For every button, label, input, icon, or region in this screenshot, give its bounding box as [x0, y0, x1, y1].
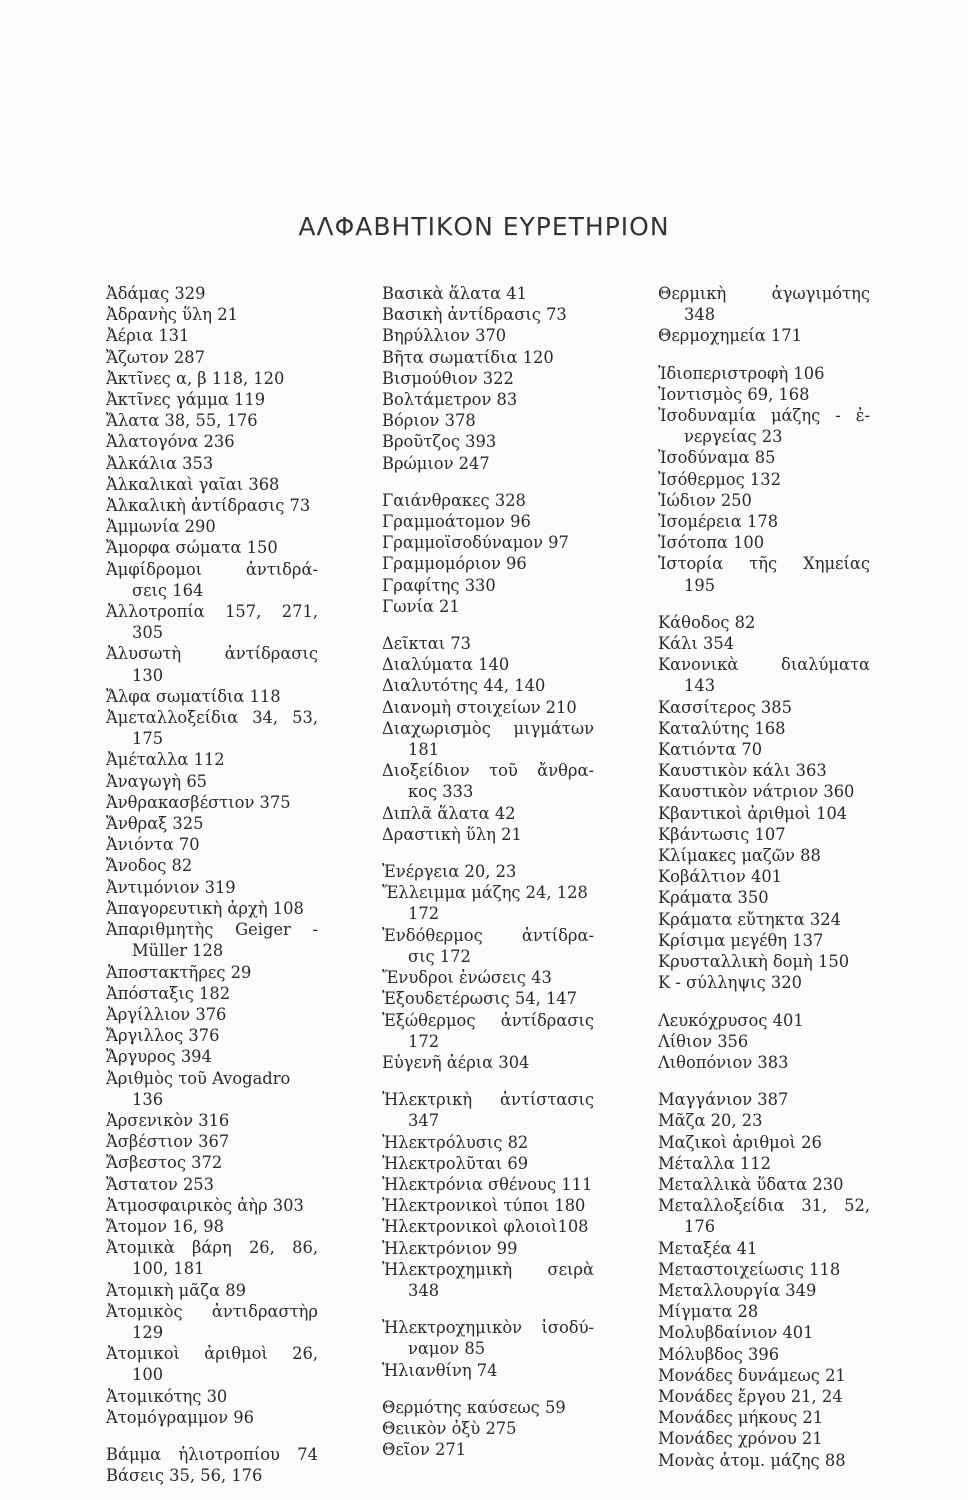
index-entry: Ἀπαριθμητὴς Geiger - — [106, 920, 318, 940]
index-entry: Ἠλεκτροχημικὴ σειρὰ — [382, 1259, 594, 1279]
index-entry: Ἀπόσταξις 182 — [106, 983, 231, 1003]
index-entry: Μονάδες δυνάμεως 21 — [658, 1365, 846, 1385]
index-entry: Ἀρσενικὸν 316 — [106, 1110, 230, 1130]
index-entry: Μολυβδαίνιον 401 — [658, 1323, 814, 1343]
index-entry: Γραμμοϊσοδύναμον 97 — [382, 533, 569, 553]
index-entry: Διαλυτότης 44, 140 — [382, 676, 546, 696]
index-entry: Ἄτομον 16, 98 — [106, 1216, 224, 1236]
index-entry: Ἀριθμὸς τοῦ Avogadro — [106, 1068, 291, 1088]
index-entry: Βασικὴ ἀντίδρασις 73 — [382, 305, 567, 325]
index-entry: Λιθοπόνιον 383 — [658, 1052, 789, 1072]
index-entry: Ἀντιμόνιον 319 — [106, 877, 236, 897]
index-entry-continuation: ναμον 85 — [408, 1339, 486, 1359]
index-entry: Ἠλεκτρικὴ ἀντίστασις — [382, 1090, 594, 1110]
index-entry-continuation: 348 — [408, 1280, 440, 1300]
index-entry: Ἰσόθερμος 132 — [658, 469, 781, 489]
index-entry: Ἠλεκτρόλυσις 82 — [382, 1132, 529, 1152]
index-entry: Βῆτα σωματίδια 120 — [382, 347, 554, 367]
index-entry: Ἐνδόθερμος ἀντίδρα- — [382, 925, 594, 945]
index-entry: Ἄλφα σωματίδια 118 — [106, 686, 281, 706]
index-entry-continuation: σεις 164 — [132, 580, 204, 600]
index-entry: Ἰδιοπεριστροφὴ 106 — [658, 363, 825, 383]
index-entry: Ἀπαγορευτικὴ ἀρχὴ 108 — [106, 898, 304, 918]
index-entry: Μεταξέα 41 — [658, 1238, 758, 1258]
index-entry: Ἰσότοπα 100 — [658, 533, 765, 553]
index-entry: Διοξείδιον τοῦ ἄνθρα- — [382, 761, 594, 781]
index-entry: Μονάδες χρόνου 21 — [658, 1429, 823, 1449]
index-entry: Εὐγενῆ ἀέρια 304 — [382, 1052, 530, 1072]
index-entry: Ἠλεκτροχημικὸν ἰσοδύ- — [382, 1318, 594, 1338]
index-entry: Ἠλεκτρολῦται 69 — [382, 1153, 529, 1173]
index-entry: Μονάδες ἔργου 21, 24 — [658, 1386, 843, 1406]
index-entry: Μεταλλικὰ ὕδατα 230 — [658, 1174, 844, 1194]
index-entry: Καταλύτης 168 — [658, 718, 786, 738]
index-entry: Ἰώδιον 250 — [658, 490, 752, 510]
index-column-2 — [382, 283, 594, 1460]
index-entry: Κάλι 354 — [658, 634, 735, 654]
index-entry: Κάθοδος 82 — [658, 612, 756, 632]
index-entry: Βισμούθιον 322 — [382, 368, 514, 388]
index-entry-continuation: 181 — [408, 740, 440, 760]
index-entry: Κατιόντα 70 — [658, 740, 763, 760]
index-entry: Ἐξουδετέρωσις 54, 147 — [382, 989, 578, 1009]
index-entry: Ἀτμοσφαιρικὸς ἀὴρ 303 — [106, 1195, 304, 1215]
index-entry: Ἀμέταλλα 112 — [106, 750, 225, 770]
index-entry: Διανομὴ στοιχείων 210 — [382, 697, 577, 717]
index-entry: Ἀνθρακασβέστιον 375 — [106, 792, 291, 812]
index-entry: Γραμμοάτομον 96 — [382, 512, 531, 532]
index-entry: Θερμοχημεία 171 — [658, 326, 803, 346]
index-entry: Ἱστορία τῆς Χημείας — [658, 554, 870, 574]
index-entry: Ἀλατογόνα 236 — [106, 432, 235, 452]
page-title: ΑΛΦΑΒΗΤΙΚΟΝ ΕΥΡΕΤΗΡΙΟΝ — [298, 212, 670, 241]
index-entry-continuation: σις 172 — [408, 946, 471, 966]
index-entry: Ἀτομόγραμμον 96 — [106, 1407, 255, 1427]
index-entry: Ἀτομικοὶ ἀριθμοὶ 26, — [106, 1344, 318, 1364]
index-entry: Δεῖκται 73 — [382, 634, 472, 654]
index-entry: Βόριον 378 — [382, 411, 476, 431]
index-entry: Βρώμιον 247 — [382, 453, 490, 473]
index-entry: Βροῦτζος 393 — [382, 432, 497, 452]
index-entry: Βάσεις 35, 56, 176 — [106, 1466, 263, 1486]
index-entry: Ἀλλοτροπία 157, 271, — [106, 602, 318, 622]
index-entry: Ἀκτῖνες γάμμα 119 — [106, 390, 266, 410]
index-entry: Θειικὸν ὀξὺ 275 — [382, 1418, 517, 1438]
index-column-3 — [658, 283, 870, 1471]
index-entry: Κρυσταλλικὴ δομὴ 150 — [658, 952, 850, 972]
index-entry: Καυστικὸν κάλι 363 — [658, 761, 827, 781]
index-entry: Μεταλλουργία 349 — [658, 1280, 817, 1300]
index-entry-continuation: 172 — [408, 904, 440, 924]
index-entry-continuation: 195 — [684, 575, 716, 595]
index-entry: Διαχωρισμὸς μιγμάτων — [382, 718, 594, 738]
index-entry: Ἰσομέρεια 178 — [658, 512, 779, 532]
index-entry: Θερμότης καύσεως 59 — [382, 1397, 566, 1417]
index-entry: Ἄλατα 38, 55, 176 — [106, 411, 258, 431]
index-entry: Κράματα 350 — [658, 888, 769, 908]
index-entry: Μαγγάνιον 387 — [658, 1090, 789, 1110]
index-entry: Ἀναγωγὴ 65 — [106, 771, 208, 791]
index-entry-continuation: 175 — [132, 729, 164, 749]
index-entry: Κασσίτερος 385 — [658, 697, 792, 717]
index-entry: Κανονικὰ διαλύματα — [658, 655, 870, 675]
index-entry: Θερμικὴ ἀγωγιμότης — [658, 284, 870, 303]
index-entry: Μονὰς ἀτομ. μάζης 88 — [658, 1450, 846, 1470]
index-entry: Γωνία 21 — [382, 596, 460, 616]
index-entry: Ἀδρανὴς ὕλη 21 — [106, 305, 238, 325]
index-entry: Ἄργυρος 394 — [106, 1047, 212, 1067]
index-entry-continuation: 143 — [684, 676, 716, 696]
index-entry-continuation: 129 — [132, 1322, 164, 1342]
index-entry: Ἀμμωνία 290 — [106, 517, 216, 537]
index-entry: Ἀτομικότης 30 — [106, 1386, 228, 1406]
index-entry: Ἀτομικὸς ἀντιδραστὴρ — [106, 1301, 318, 1321]
index-entry: Γαιάνθρακες 328 — [382, 490, 526, 510]
index-entry: Ἀργίλλιον 376 — [106, 1004, 227, 1024]
index-entry: Ἀλκαλικαὶ γαῖαι 368 — [106, 474, 280, 494]
index-entry: Διαλύματα 140 — [382, 655, 510, 675]
index-entry: Ἀλυσωτὴ ἀντίδρασις — [106, 644, 318, 664]
index-entry: Ἄργιλλος 376 — [106, 1026, 220, 1046]
index-entry: Κλίμακες μαζῶν 88 — [658, 846, 821, 866]
index-entry: Μεταλλοξείδια 31, 52, — [658, 1196, 870, 1216]
index-entry: Ἀλκαλικὴ ἀντίδρασις 73 — [106, 496, 311, 516]
index-entry: Ἰσοδυναμία μάζης - ἐ- — [658, 406, 870, 426]
index-entry-continuation: 100, 181 — [132, 1259, 205, 1279]
index-entry: Διπλᾶ ἅλατα 42 — [382, 803, 516, 823]
index-entry: Ἠλεκτρονικοὶ φλοιοὶ108 — [382, 1217, 589, 1237]
index-entry: Γραμμομόριον 96 — [382, 554, 527, 574]
index-entry: Μίγματα 28 — [658, 1302, 759, 1322]
index-entry: Βολτάμετρον 83 — [382, 390, 518, 410]
index-entry: Θεῖον 271 — [382, 1440, 467, 1460]
index-entry-continuation: 176 — [684, 1217, 716, 1237]
index-entry: Μόλυβδος 396 — [658, 1344, 780, 1364]
index-entry: Ἔλλειμμα μάζης 24, 128 — [382, 883, 588, 903]
index-entry: Μαζικοὶ ἀριθμοὶ 26 — [658, 1132, 822, 1152]
index-entry: Ἰσοδύναμα 85 — [658, 448, 776, 468]
index-entry: Ἀκτῖνες α, β 118, 120 — [106, 368, 285, 388]
index-entry: Ἠλεκτρονικοὶ τύποι 180 — [382, 1196, 586, 1216]
index-entry-continuation: 347 — [408, 1111, 440, 1131]
index-entry: Ἐξώθερμος ἀντίδρασις — [382, 1010, 594, 1030]
index-entry: Ἄζωτον 287 — [106, 347, 206, 367]
index-entry: Λευκόχρυσος 401 — [658, 1010, 804, 1030]
index-entry: Κρίσιμα μεγέθη 137 — [658, 930, 824, 950]
index-entry: Λίθιον 356 — [658, 1031, 749, 1051]
index-entry: Ἐνέργεια 20, 23 — [382, 862, 517, 882]
index-entry: Ἰοντισμὸς 69, 168 — [658, 384, 810, 404]
index-entry: Κβάντωσις 107 — [658, 824, 786, 844]
index-entry: Ἄμορφα σώματα 150 — [106, 538, 278, 558]
index-entry: Ἀμεταλλοξείδια 34, 53, — [106, 708, 318, 728]
index-entry-continuation: 130 — [132, 665, 164, 685]
index-entry: Ἄσβεστος 372 — [106, 1153, 223, 1173]
index-entry: Κράματα εὔτηκτα 324 — [658, 909, 842, 929]
index-entry-continuation: 172 — [408, 1031, 440, 1051]
index-entry: Βάμμα ἡλιοτροπίου 74 — [106, 1444, 318, 1464]
index-entry-continuation: 305 — [132, 623, 164, 643]
index-entry: Γραφίτης 330 — [382, 575, 496, 595]
index-entry: Κοβάλτιον 401 — [658, 867, 783, 887]
index-entry-continuation: 348 — [684, 305, 716, 325]
index-entry: Ἀέρια 131 — [106, 326, 190, 346]
index-entry-continuation: κος 333 — [408, 782, 474, 802]
index-entry-continuation: Müller 128 — [132, 941, 224, 961]
index-entry: Δραστικὴ ὕλη 21 — [382, 824, 522, 844]
index-entry: Μέταλλα 112 — [658, 1153, 771, 1173]
index-entry: Ἄνοδος 82 — [106, 856, 193, 876]
index-entry: Μεταστοιχείωσις 118 — [658, 1259, 841, 1279]
index-entry-continuation: 100 — [132, 1365, 164, 1385]
index-entry: Ἀδάμας 329 — [106, 284, 206, 303]
index-entry: Μᾶζα 20, 23 — [658, 1111, 763, 1131]
index-entry: Ἄστατον 253 — [106, 1174, 215, 1194]
index-entry: Ἠλεκτρόνιον 99 — [382, 1238, 518, 1258]
index-entry: Μονάδες μήκους 21 — [658, 1408, 824, 1428]
index-entry: Ἀτομικὰ βάρη 26, 86, — [106, 1238, 318, 1258]
index-entry: Ἔνυδροι ἑνώσεις 43 — [382, 968, 552, 988]
index-entry: Κ - σύλληψις 320 — [658, 973, 802, 993]
index-entry: Ἀνιόντα 70 — [106, 835, 200, 855]
index-entry: Ἀσβέστιον 367 — [106, 1132, 230, 1152]
index-entry: Βασικὰ ἅλατα 41 — [382, 284, 528, 303]
index-entry: Βηρύλλιον 370 — [382, 326, 507, 346]
index-entry: Ἀμφίδρομοι ἀντιδρά- — [106, 559, 318, 579]
index-entry: Ἀτομικὴ μᾶζα 89 — [106, 1280, 246, 1300]
index-entry-continuation: 136 — [132, 1089, 164, 1109]
index-column-1 — [106, 283, 318, 1486]
index-entry: Κβαντικοὶ ἀριθμοὶ 104 — [658, 803, 848, 823]
index-entry: Ἡλιανθίνη 74 — [382, 1360, 498, 1380]
index-entry: Ἠλεκτρόνια σθένους 111 — [382, 1174, 593, 1194]
index-entry: Ἀλκάλια 353 — [106, 453, 214, 473]
index-entry: Ἀποστακτῆρες 29 — [106, 962, 252, 982]
index-entry: Ἄνθραξ 325 — [106, 814, 204, 834]
index-entry-continuation: νεργείας 23 — [684, 427, 783, 447]
index-entry: Καυστικὸν νάτριον 360 — [658, 782, 855, 802]
